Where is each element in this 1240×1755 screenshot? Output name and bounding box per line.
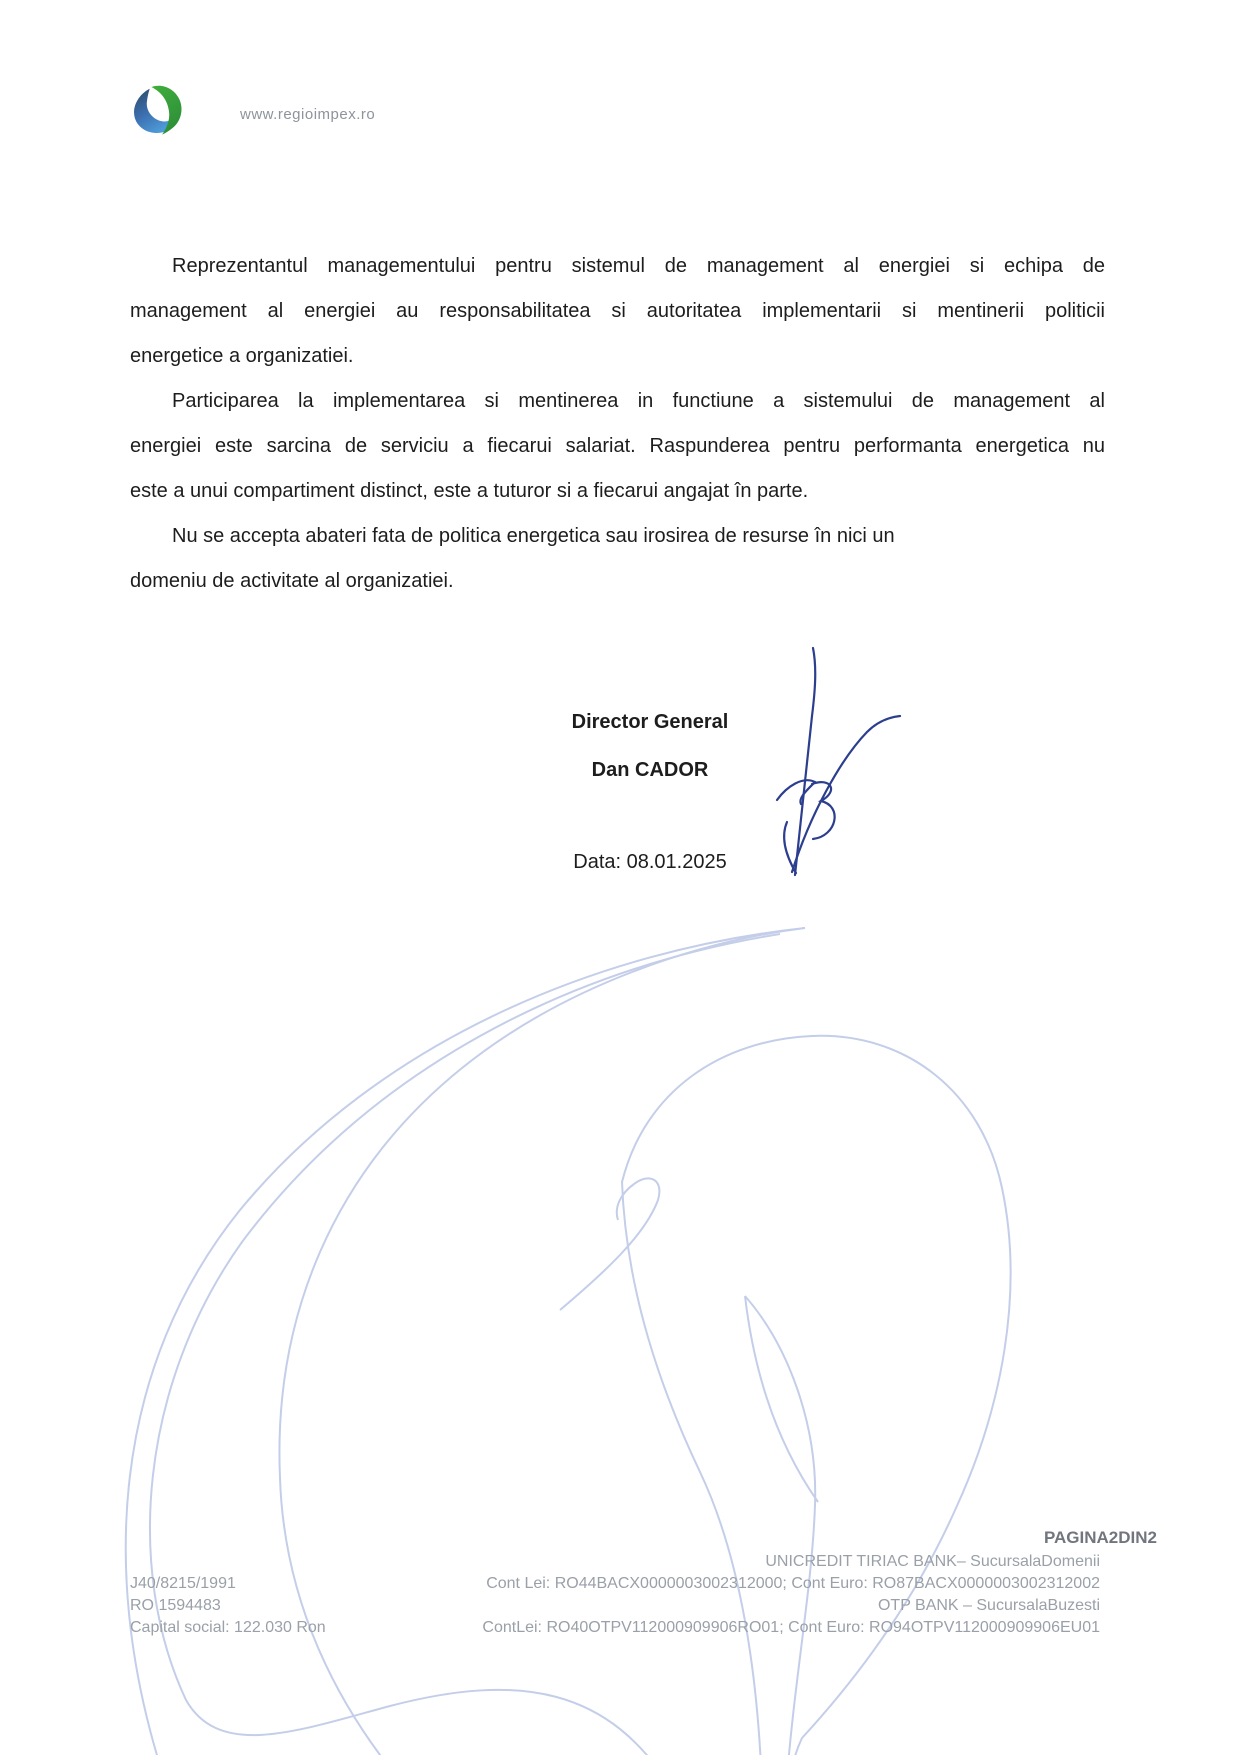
- paragraph-line: este a unui compartiment distinct, este a tuturor si a fiecarui angajat în parte.: [130, 480, 809, 502]
- bank-name-unicredit: UNICREDIT TIRIAC BANK– SucursalaDomenii: [765, 1553, 1100, 1570]
- bank-accounts-otp: ContLei: RO40OTPV112000909906RO01; Cont Euro: RO94OTPV112000909906EU01: [482, 1619, 1100, 1636]
- watermark-right-paisley: [622, 1036, 1011, 1755]
- watermark-center-curl: [560, 1178, 659, 1310]
- page-indicator: PAGINA2DIN2: [1043, 1528, 1157, 1547]
- fiscal-code: RO 1594483: [130, 1597, 221, 1614]
- paragraph-line: management al energiei au responsabilitatea si autoritatea implementarii si mentinerii politicii: [130, 300, 1105, 322]
- share-capital: Capital social: 122.030 Ron: [130, 1619, 326, 1636]
- footer-company-info: [130, 1573, 326, 1639]
- body-text: [130, 244, 1105, 604]
- signer-title: Director General: [571, 711, 729, 733]
- paragraph-line: Nu se accepta abateri fata de politica energetica sau irosirea de resurse în nici un: [172, 525, 895, 547]
- signer-name: Dan CADOR: [591, 759, 709, 781]
- watermark-inner-hook: [745, 1296, 818, 1755]
- paragraph-line: energiei este sarcina de serviciu a fiecarui salariat. Raspunderea pentru performanta energetica nu: [130, 435, 1105, 457]
- bank-name-otp: OTP BANK – SucursalaBuzesti: [877, 1597, 1100, 1614]
- footer-bank-info: [482, 1551, 1100, 1639]
- bank-accounts-unicredit: Cont Lei: RO44BACX0000003002312000; Cont Euro: RO87BACX0000003002312002: [486, 1575, 1100, 1592]
- handwritten-signature: [755, 640, 915, 890]
- website-url: www.regioimpex.ro: [240, 106, 376, 123]
- paragraph-line: Participarea la implementarea si mentinerea in functiune a sistemului de management al: [172, 390, 1105, 412]
- paragraph-line: domeniu de activitate al organizatiei.: [130, 570, 454, 592]
- trade-register-number: J40/8215/1991: [130, 1575, 236, 1592]
- regioimpex-logo-icon: [129, 82, 185, 138]
- paragraph-line: Reprezentantul managementului pentru sistemul de management al energiei si echipa de: [172, 255, 1105, 277]
- paragraph-line: energetice a organizatiei.: [130, 345, 354, 367]
- document-date: Data: 08.01.2025: [573, 851, 727, 873]
